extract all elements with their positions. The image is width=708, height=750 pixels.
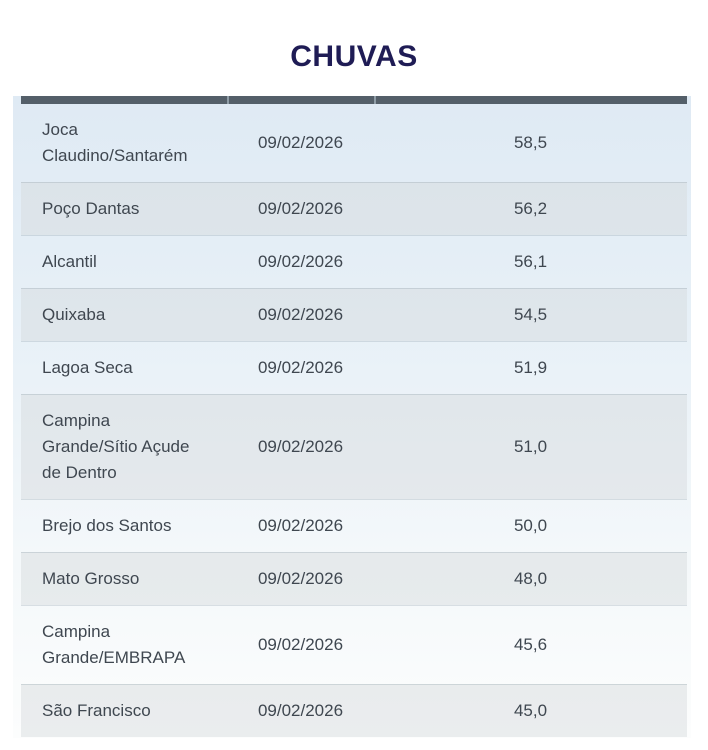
- value-cell: 56,2: [513, 199, 548, 218]
- date-cell: 09/02/2026: [257, 569, 344, 588]
- value-cell: 45,6: [513, 635, 548, 654]
- table-row: [21, 288, 687, 341]
- header-segment-date: [229, 96, 374, 104]
- date-cell: 09/02/2026: [257, 635, 344, 654]
- table-row: [21, 684, 687, 737]
- value-cell: 50,0: [513, 516, 548, 535]
- value-cell: 48,0: [513, 569, 548, 588]
- station-cell: Joca Claudino/Santarém: [42, 120, 188, 165]
- chuvas-table: [13, 96, 691, 738]
- station-cell: Campina Grande/Sítio Açude de Dentro: [42, 411, 190, 482]
- page-title: CHUVAS: [290, 40, 418, 74]
- table-row: [21, 104, 687, 182]
- station-cell: Poço Dantas: [42, 199, 140, 218]
- header-segment-station: [21, 96, 227, 104]
- table-body: [21, 104, 687, 737]
- station-cell: São Francisco: [42, 701, 151, 720]
- station-cell: Brejo dos Santos: [42, 516, 172, 535]
- table-row: [21, 552, 687, 605]
- table-row: [21, 499, 687, 552]
- value-cell: 56,1: [513, 252, 548, 271]
- table-header-bar: [21, 96, 687, 104]
- date-cell: 09/02/2026: [257, 358, 344, 377]
- station-cell: Alcantil: [42, 252, 97, 271]
- date-cell: 09/02/2026: [257, 252, 344, 271]
- station-cell: Mato Grosso: [42, 569, 140, 588]
- value-cell: 54,5: [513, 305, 548, 324]
- date-cell: 09/02/2026: [257, 437, 344, 456]
- date-cell: 09/02/2026: [257, 516, 344, 535]
- table-row: [21, 341, 687, 394]
- station-cell: Quixaba: [42, 305, 106, 324]
- table-row: [21, 235, 687, 288]
- value-cell: 51,9: [513, 358, 548, 377]
- table-row: [21, 182, 687, 235]
- date-cell: 09/02/2026: [257, 199, 344, 218]
- table-row: [21, 394, 687, 499]
- date-cell: 09/02/2026: [257, 305, 344, 324]
- table-row: [21, 605, 687, 684]
- header-segment-value: [376, 96, 687, 104]
- station-cell: Lagoa Seca: [42, 358, 133, 377]
- station-cell: Campina Grande/EMBRAPA: [42, 622, 186, 667]
- value-cell: 45,0: [513, 701, 548, 720]
- date-cell: 09/02/2026: [257, 133, 344, 152]
- value-cell: 58,5: [513, 133, 548, 152]
- value-cell: 51,0: [513, 437, 548, 456]
- date-cell: 09/02/2026: [257, 701, 344, 720]
